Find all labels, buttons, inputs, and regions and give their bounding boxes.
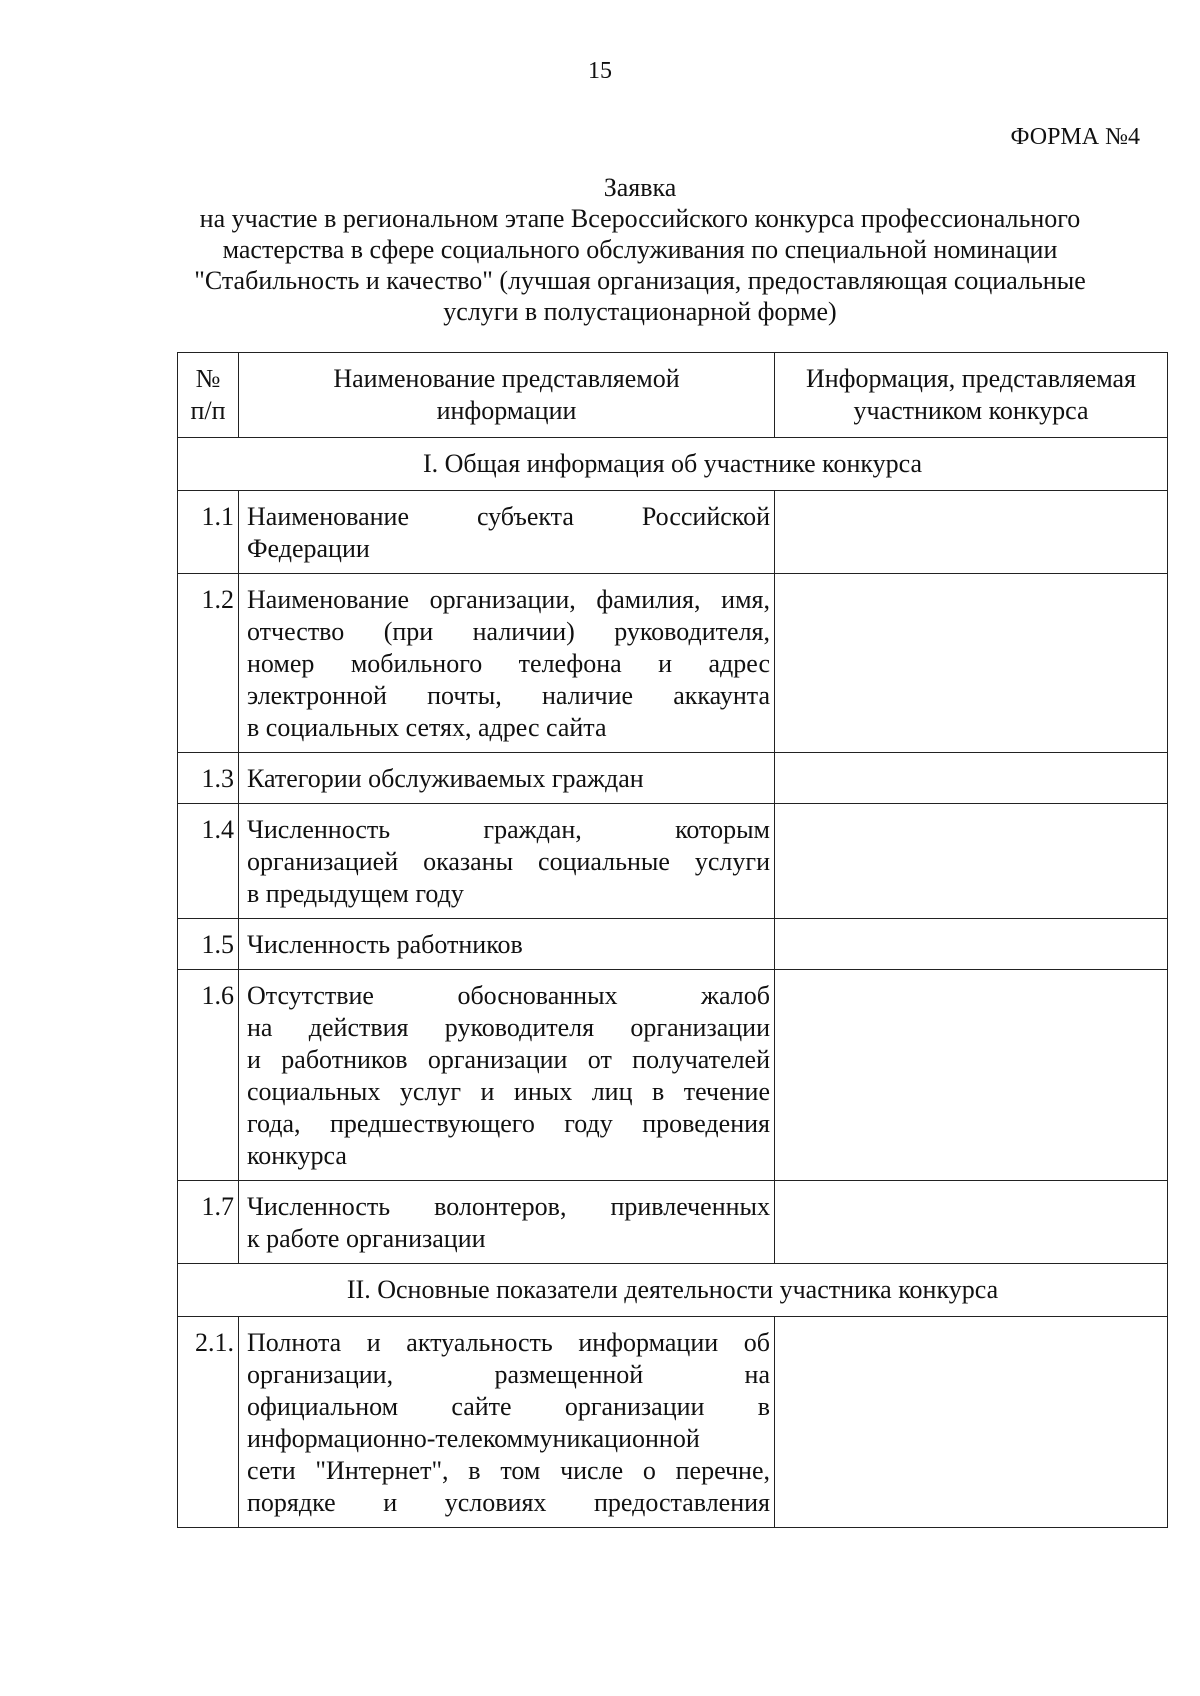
participant-info-cell[interactable] <box>775 574 1168 753</box>
heading-line: "Стабильность и качество" (лучшая организация, предоставляющая социальные <box>194 266 1086 295</box>
table-row <box>178 574 1168 753</box>
table-body <box>178 438 1168 1528</box>
row-number: 1.5 <box>178 919 239 970</box>
section-title: I. Общая информация об участнике конкурса <box>178 438 1168 491</box>
row-number: 2.1. <box>178 1317 239 1528</box>
section-title: II. Основные показатели деятельности участника конкурса <box>178 1264 1168 1317</box>
row-description-line: в социальных сетях, адрес сайта <box>247 713 607 742</box>
table-row <box>178 1317 1168 1528</box>
header-num-line: п/п <box>190 396 226 425</box>
row-description-line: номер мобильного телефона и адрес <box>247 649 770 678</box>
application-form-table <box>177 352 1168 1528</box>
row-description-line: к работе организации <box>247 1224 486 1253</box>
row-number: 1.6 <box>178 970 239 1181</box>
table-row <box>178 919 1168 970</box>
row-description-line: информационно-телекоммуникационной <box>247 1424 700 1453</box>
row-description <box>239 491 775 574</box>
row-description-line: отчество (при наличии) руководителя, <box>247 617 770 646</box>
row-description-line: Численность работников <box>247 930 523 959</box>
row-number: 1.2 <box>178 574 239 753</box>
heading-title: Заявка <box>603 173 677 202</box>
row-number: 1.7 <box>178 1181 239 1264</box>
heading-line: мастерства в сфере социального обслуживания по специальной номинации <box>222 235 1058 264</box>
page-number: 15 <box>588 58 612 84</box>
row-description-line: официальном сайте организации в <box>247 1392 770 1421</box>
row-description-line: организации, размещенной на <box>247 1360 770 1389</box>
row-description <box>239 919 775 970</box>
row-number: 1.1 <box>178 491 239 574</box>
row-number: 1.3 <box>178 753 239 804</box>
row-description-line: Наименование организации, фамилия, имя, <box>247 585 770 614</box>
row-description-line: и работников организации от получателей <box>247 1045 770 1074</box>
row-number: 1.4 <box>178 804 239 919</box>
header-name-line: информации <box>436 396 577 425</box>
section-row <box>178 438 1168 491</box>
participant-info-cell[interactable] <box>775 970 1168 1181</box>
row-description-line: года, предшествующего году проведения <box>247 1109 770 1138</box>
row-description-line: Численность граждан, которым <box>247 815 770 844</box>
header-info <box>775 353 1168 438</box>
heading-line: на участие в региональном этапе Всероссийского конкурса профессионального <box>199 204 1081 233</box>
participant-info-cell[interactable] <box>775 1317 1168 1528</box>
header-num <box>178 353 239 438</box>
table-row <box>178 970 1168 1181</box>
row-description <box>239 574 775 753</box>
table-header-row <box>178 353 1168 438</box>
header-name <box>239 353 775 438</box>
table-row <box>178 491 1168 574</box>
row-description-line: конкурса <box>247 1141 347 1170</box>
row-description-line: социальных услуг и иных лиц в течение <box>247 1077 770 1106</box>
row-description-line: Категории обслуживаемых граждан <box>247 764 644 793</box>
section-row <box>178 1264 1168 1317</box>
header-info-line: участником конкурса <box>853 396 1089 425</box>
participant-info-cell[interactable] <box>775 804 1168 919</box>
participant-info-cell[interactable] <box>775 1181 1168 1264</box>
row-description-line: электронной почты, наличие аккаунта <box>247 681 770 710</box>
row-description <box>239 753 775 804</box>
row-description-line: порядке и условиях предоставления <box>247 1488 770 1517</box>
participant-info-cell[interactable] <box>775 753 1168 804</box>
table-row <box>178 804 1168 919</box>
row-description-line: в предыдущем году <box>247 879 464 908</box>
heading-line: услуги в полустационарной форме) <box>443 297 837 326</box>
row-description-line: организацией оказаны социальные услуги <box>247 847 770 876</box>
form-label: ФОРМА №4 <box>1010 124 1140 150</box>
row-description-line: сети "Интернет", в том числе о перечне, <box>247 1456 770 1485</box>
row-description-line: Федерации <box>247 534 370 563</box>
row-description <box>239 970 775 1181</box>
row-description-line: Полнота и актуальность информации об <box>247 1328 770 1357</box>
row-description-line: Отсутствие обоснованных жалоб <box>247 981 770 1010</box>
row-description <box>239 804 775 919</box>
header-info-line: Информация, представляемая <box>805 364 1137 393</box>
document-heading <box>160 172 1120 327</box>
row-description-line: Численность волонтеров, привлеченных <box>247 1192 770 1221</box>
row-description <box>239 1181 775 1264</box>
header-num-line: № <box>195 364 221 393</box>
row-description-line: Наименование субъекта Российской <box>247 502 770 531</box>
header-name-line: Наименование представляемой <box>333 364 680 393</box>
participant-info-cell[interactable] <box>775 919 1168 970</box>
row-description <box>239 1317 775 1528</box>
table-row <box>178 753 1168 804</box>
row-description-line: на действия руководителя организации <box>247 1013 770 1042</box>
participant-info-cell[interactable] <box>775 491 1168 574</box>
table-row <box>178 1181 1168 1264</box>
